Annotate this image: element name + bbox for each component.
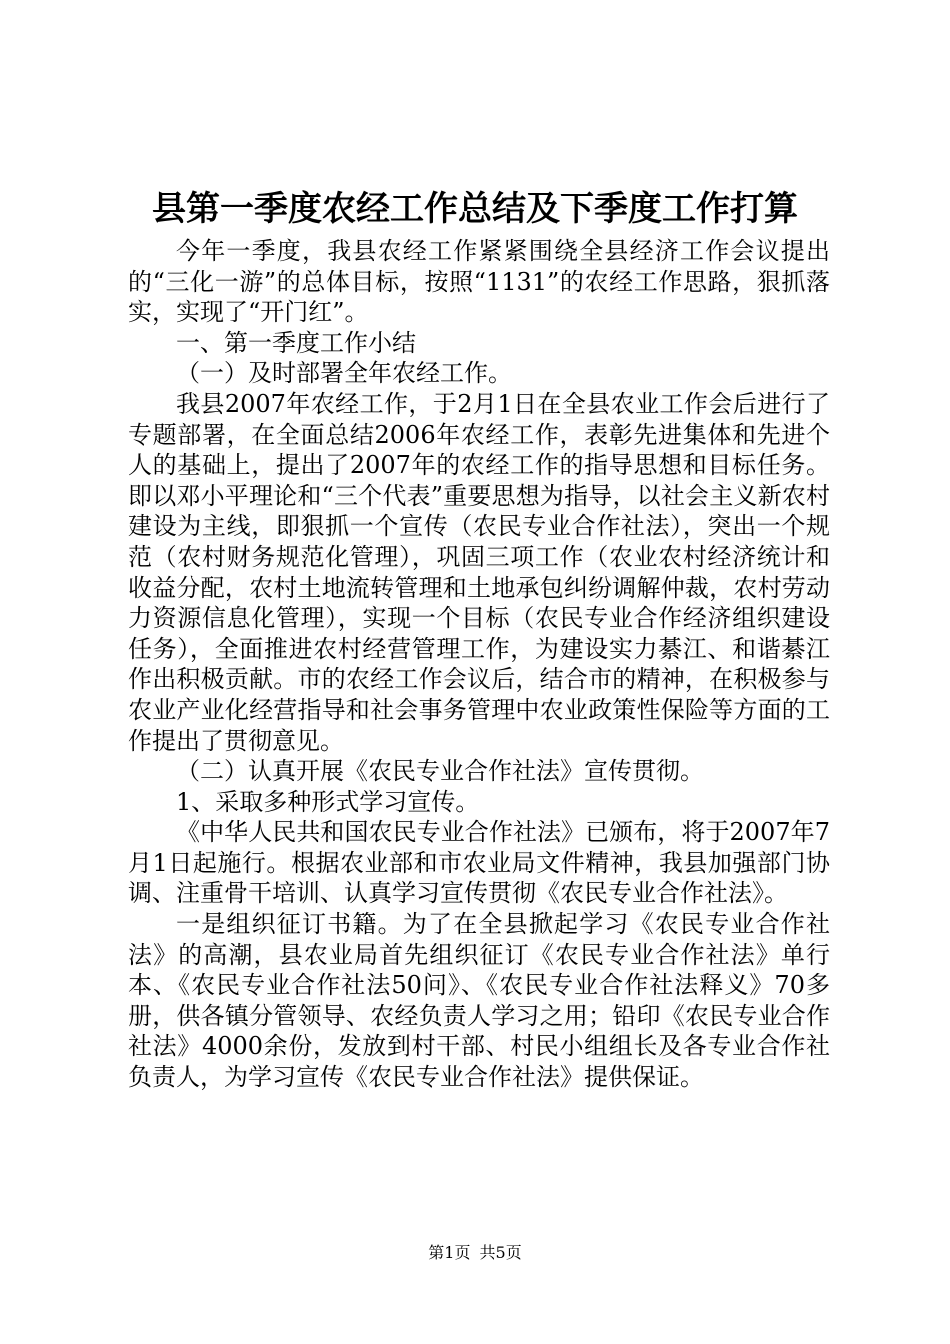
item-heading: 1、采取多种形式学习宣传。 bbox=[176, 787, 480, 816]
page-footer bbox=[0, 1242, 950, 1264]
subsection-heading: （二）认真开展《农民专业合作社法》宣传贯彻。 bbox=[176, 757, 704, 786]
body-paragraph: 我县2007年农经工作，于2月1日在全县农业工作会后进行了专题部署，在全面总结2006年农经工作，表彰先进集体和先进个人的基础上，提出了2007年的农经工作的指导思想和目标任务。即以邓小平理论和“三个代表”重要思想为指导，以社会主义新农村建设为主线，即狠抓一个宣传（农民专业合作社法），突出一个规范（农村财务规范化管理），巩固三项工作（农业农村经济统计和收益分配，农村土地流转管理和土地承包纠纷调解仲裁，农村劳动力资源信息化管理），实现一个目标（农民专业合作经济组织建设任务），全面推进农村经营管理工作，为建设实力綦江、和谐綦江作出积极贡献。市的农经工作会议后，结合市的精神，在积极参与农业产业化经营指导和社会事务管理中农业政策性保险等方面的工作提出了贯彻意见。 bbox=[128, 389, 830, 755]
body-paragraph: 《中华人民共和国农民专业合作社法》已颁布，将于2007年7月1日起施行。根据农业部和市农业局文件精神，我县加强部门协调、注重骨干培训、认真学习宣传贯彻《农民专业合作社法》。 bbox=[128, 818, 830, 908]
page-total: 共5页 bbox=[479, 1243, 522, 1262]
document-body bbox=[128, 236, 830, 1093]
body-paragraph: 一是组织征订书籍。为了在全县掀起学习《农民专业合作社法》的高潮，县农业局首先组织征订《农民专业合作社法》单行本、《农民专业合作社法50问》、《农民专业合作社法释义》70多册，供各镇分管领导、农经负责人学习之用；铅印《农民专业合作社法》4000余份，发放到村干部、村民小组组长及各专业合作社负责人，为学习宣传《农民专业合作社法》提供保证。 bbox=[128, 910, 830, 1092]
document-title: 县第一季度农经工作总结及下季度工作打算 bbox=[152, 189, 798, 229]
section-heading: 一、第一季度工作小结 bbox=[176, 328, 416, 357]
intro-paragraph: 今年一季度，我县农经工作紧紧围绕全县经济工作会议提出的“三化一游”的总体目标，按照“1131”的农经工作思路，狠抓落实，实现了“开门红”。 bbox=[128, 237, 830, 327]
page-number: 第1页 bbox=[428, 1243, 471, 1262]
subsection-heading: （一）及时部署全年农经工作。 bbox=[176, 359, 512, 388]
